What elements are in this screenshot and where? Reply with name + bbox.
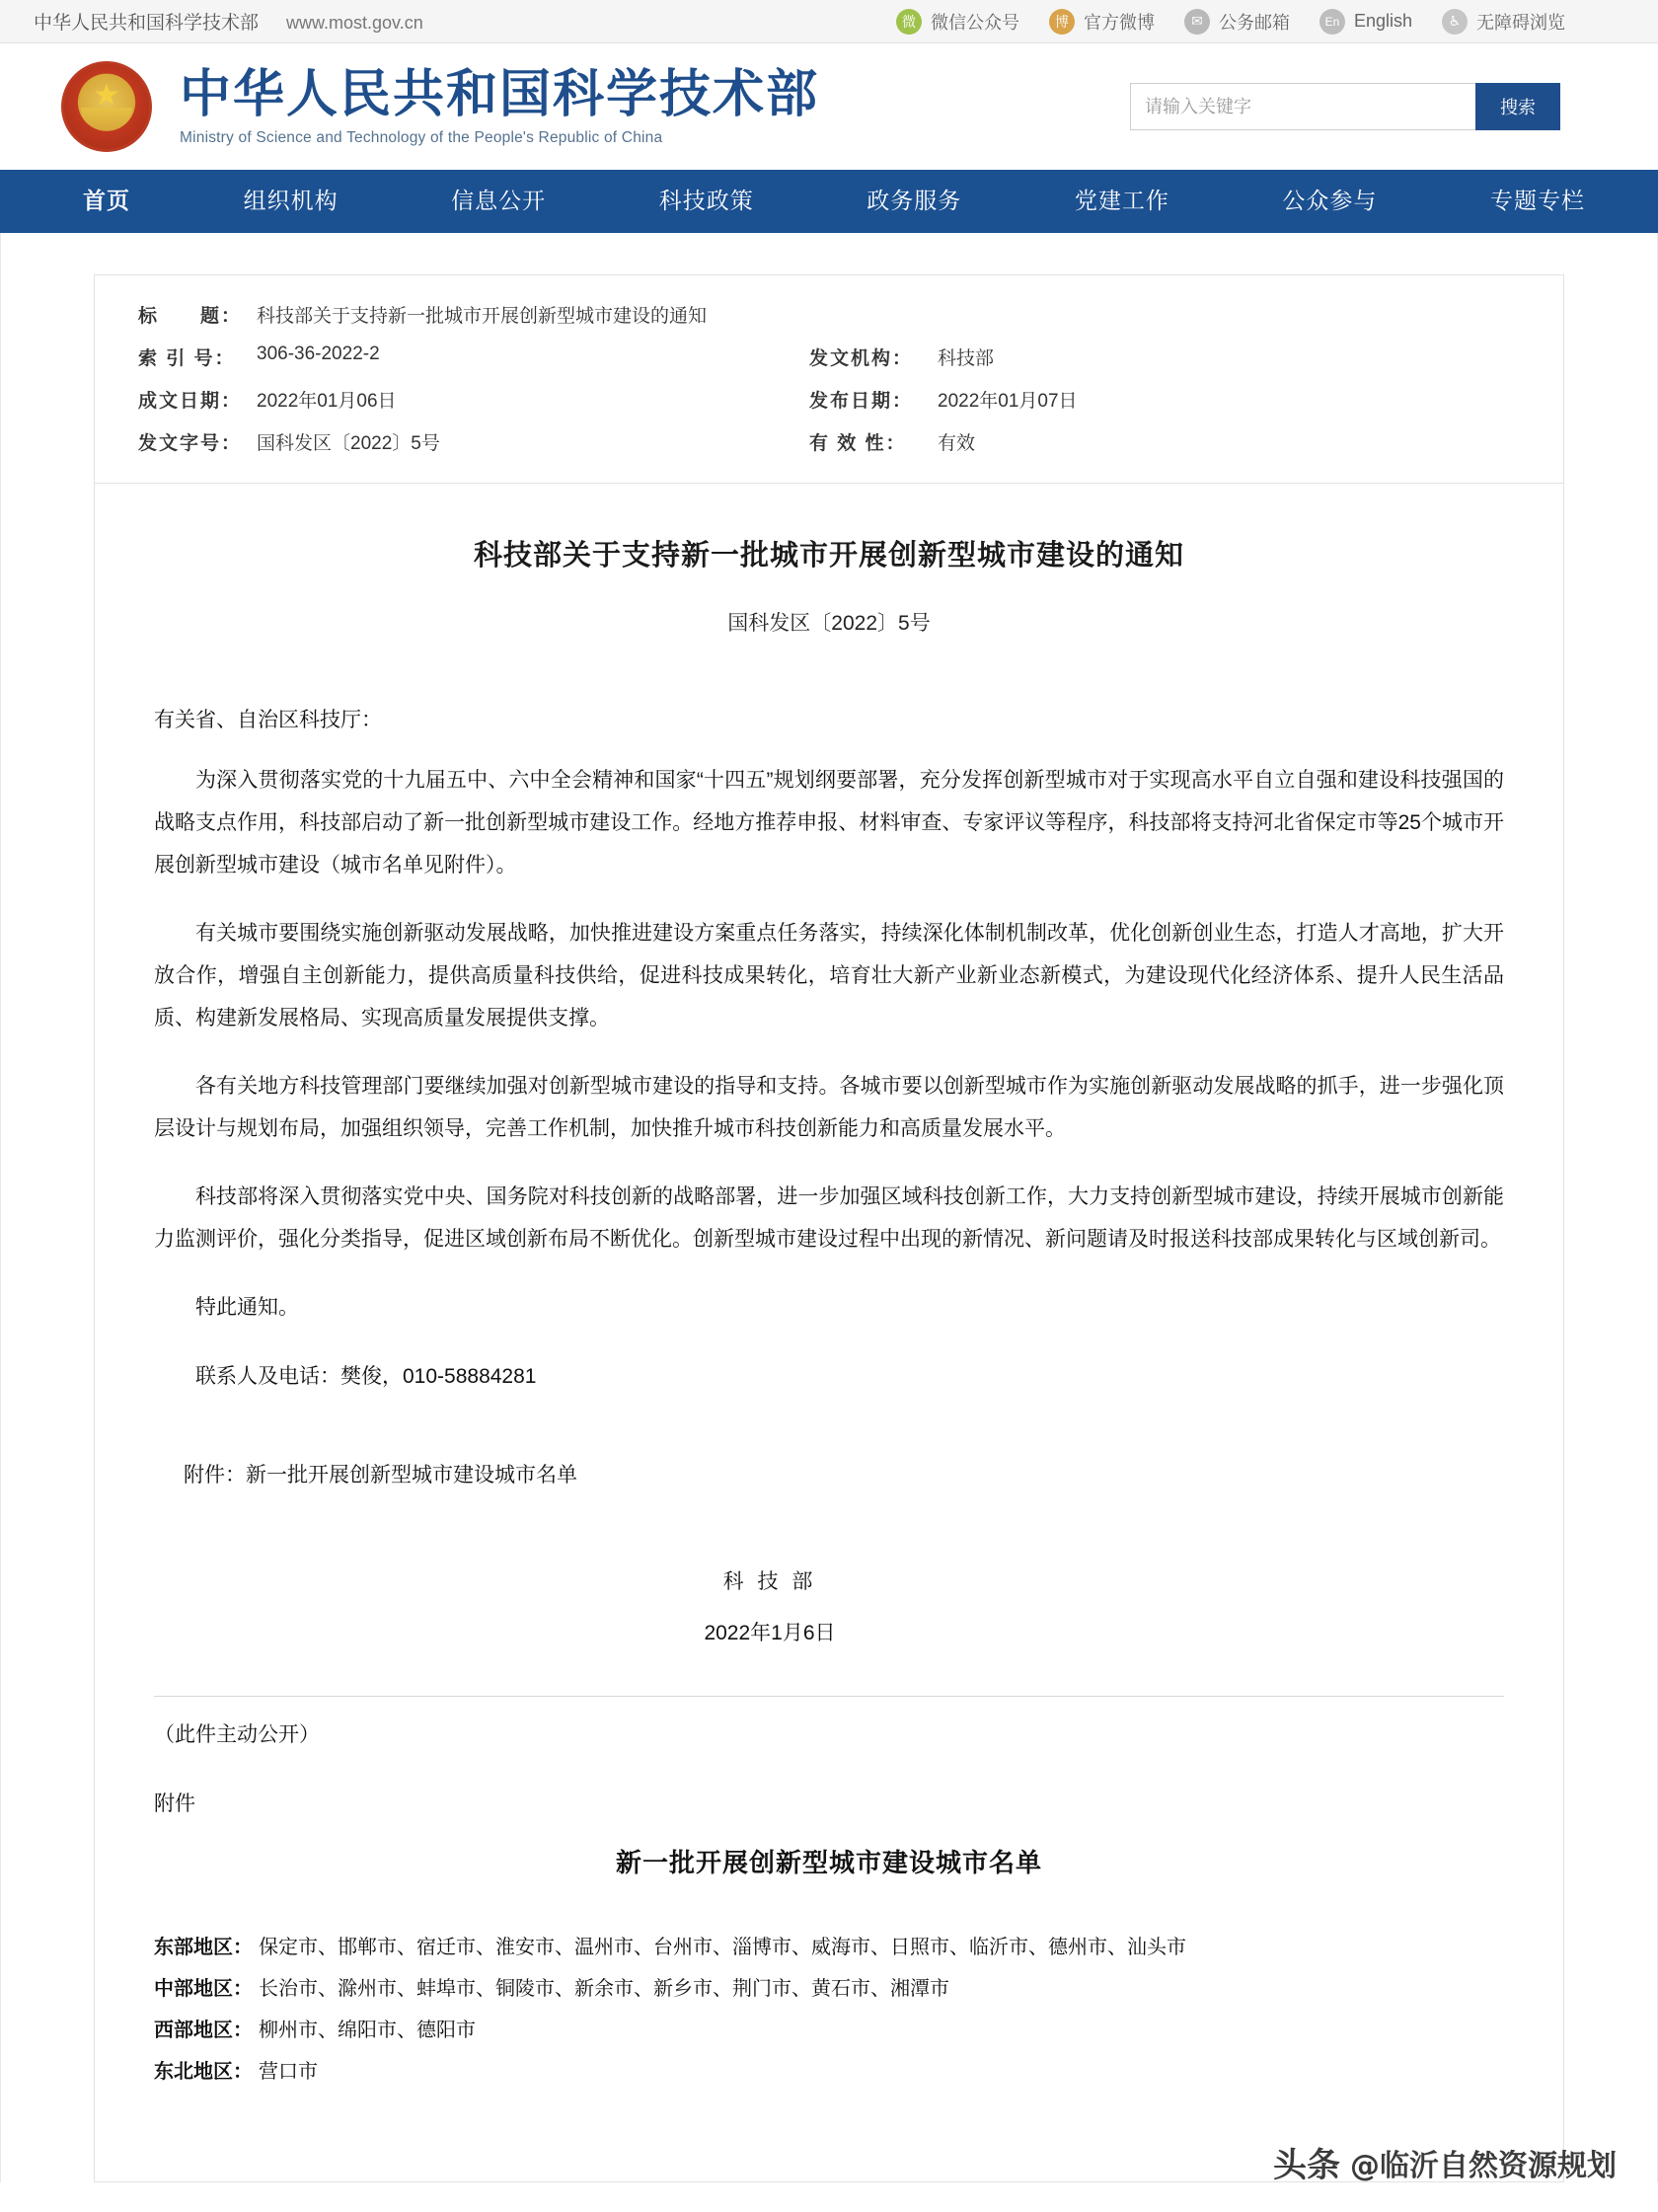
attachment-reference: 附件：新一批开展创新型城市建设城市名单 (184, 1463, 577, 1487)
meta-label-publish-date: 发布日期： (809, 391, 914, 412)
top-link-wechat-label: 微信公众号 (930, 12, 1019, 33)
search-bar (1130, 83, 1560, 130)
main-navigation (0, 170, 1658, 233)
meta-label-index: 索 引 号： (138, 348, 236, 369)
meta-value-written-date: 2022年01月06日 (257, 391, 397, 412)
meta-value-title: 科技部关于支持新一批城市开展创新型城市建设的通知 (257, 306, 708, 327)
wechat-icon: 微 (896, 9, 922, 35)
meta-value-agency: 科技部 (938, 348, 995, 369)
attachment-title: 新一批开展创新型城市建设城市名单 (615, 1848, 1042, 1878)
meta-label-agency: 发文机构： (809, 348, 914, 369)
nav-item-organization[interactable]: 组织机构 (243, 189, 339, 214)
search-button[interactable]: 搜索 (1475, 83, 1560, 130)
top-link-english-label: English (1353, 11, 1412, 31)
city-list (154, 1927, 1504, 2152)
site-url[interactable]: www.most.gov.cn (286, 13, 423, 33)
watermark (1273, 2138, 1617, 2186)
list-item (154, 2051, 1504, 2093)
signer: 科 技 部 (722, 1569, 817, 1593)
paragraph-1: 为深入贯彻落实党的十九届五中、六中全会精神和国家“十四五”规划纲要部署，充分发挥创新型城市对于实现高水平自立自强和建设科技强国的战略支点作用，科技部启动了新一批创新型城市建设工作。经地方推荐申报、材料审查、专家评议等程序，科技部将支持河北省保定市等25个城市开展创新型城市建设（城市名单见附件）。 (154, 769, 1504, 877)
paragraph-closing: 特此通知。 (195, 1296, 299, 1320)
top-link-mail-label: 公务邮箱 (1218, 12, 1290, 33)
region-cities-west: 柳州市、绵阳市、德阳市 (259, 2019, 476, 2041)
accessibility-icon: ♿ (1442, 9, 1468, 35)
top-link-wechat[interactable] (896, 9, 1019, 35)
page-body (0, 233, 1658, 2182)
nav-item-government-services[interactable]: 政务服务 (867, 189, 962, 214)
top-link-accessibility[interactable] (1442, 9, 1565, 35)
top-links (896, 9, 1624, 35)
weibo-icon: 博 (1049, 9, 1075, 35)
top-link-weibo-label: 官方微博 (1083, 12, 1155, 33)
meta-value-doc-number: 国科发区〔2022〕5号 (257, 433, 440, 454)
site-header (0, 43, 1658, 170)
salutation: 有关省、自治区科技厅： (154, 709, 382, 731)
region-name-west: 西部地区： (154, 2019, 253, 2041)
public-disclosure-note: （此件主动公开） (154, 1696, 1504, 1748)
watermark-brand: @临沂自然资源规划 (1350, 2148, 1617, 2183)
top-utility-bar (0, 0, 1658, 43)
paragraph-2: 有关城市要围绕实施创新驱动发展战略，加快推进建设方案重点任务落实，持续深化体制机制改革，优化创新创业生态，打造人才高地，扩大开放合作，增强自主创新能力，提供高质量科技供给，促进科技成果转化，培育壮大新产业新业态新模式，为建设现代化经济体系、提升人民生活品质、构建新发展格局、实现高质量发展提供支撑。 (154, 922, 1504, 1030)
nav-item-party-building[interactable]: 党建工作 (1074, 189, 1169, 214)
list-item (154, 2010, 1504, 2051)
top-link-weibo[interactable] (1049, 9, 1155, 35)
nav-item-science-policy[interactable]: 科技政策 (658, 189, 754, 214)
paragraph-3: 各有关地方科技管理部门要继续加强对创新型城市建设的指导和支持。各城市要以创新型城市作为实施创新驱动发展战略的抓手，进一步强化顶层设计与规划布局，加强组织领导，完善工作机制，加快推升城市科技创新能力和高质量发展水平。 (154, 1075, 1504, 1141)
site-title-cn: 中华人民共和国科学技术部 (180, 65, 820, 125)
nav-item-information-disclosure[interactable]: 信息公开 (451, 189, 547, 214)
region-cities-east: 保定市、邯郸市、宿迁市、淮安市、温州市、台州市、淄博市、威海市、日照市、临沂市、德州市、汕头市 (259, 1936, 1186, 1958)
paragraph-contact: 联系人及电话：樊俊，010-58884281 (195, 1364, 537, 1388)
national-emblem-icon (61, 61, 152, 152)
list-item (154, 1968, 1504, 2010)
meta-label-doc-number: 发文字号： (138, 433, 243, 454)
search-input[interactable] (1130, 83, 1475, 130)
top-link-accessibility-label: 无障碍浏览 (1476, 12, 1565, 33)
list-item (154, 1927, 1504, 1968)
region-name-east: 东部地区： (154, 1936, 253, 1958)
nav-item-public-participation[interactable]: 公众参与 (1282, 189, 1378, 214)
document-article (94, 484, 1564, 2182)
attachment-heading: 附件 (154, 1792, 195, 1815)
nav-item-home[interactable]: 首页 (83, 189, 130, 214)
meta-value-index: 306-36-2022-2 (257, 343, 380, 364)
meta-label-title: 标 题： (138, 306, 243, 327)
top-link-mail[interactable] (1184, 9, 1290, 35)
mail-icon: ✉ (1184, 9, 1210, 35)
meta-value-publish-date: 2022年01月07日 (938, 391, 1078, 412)
document-meta-table (94, 274, 1564, 484)
region-cities-northeast: 营口市 (259, 2060, 318, 2083)
site-title-en: Ministry of Science and Technology of the People's Republic of China (180, 128, 663, 146)
site-name: 中华人民共和国科学技术部 (34, 13, 260, 34)
watermark-prefix: 头条 (1273, 2146, 1340, 2185)
nav-item-special-topics[interactable]: 专题专栏 (1489, 189, 1585, 214)
language-icon: En (1319, 9, 1345, 35)
meta-value-validity: 有效 (938, 433, 976, 454)
region-name-central: 中部地区： (154, 1977, 253, 2000)
paragraph-4: 科技部将深入贯彻落实党中央、国务院对科技创新的战略部署，进一步加强区域科技创新工作，大力支持创新型城市建设，持续开展城市创新能力监测评价，强化分类指导，促进区域创新布局不断优化。创新型城市建设过程中出现的新情况、新问题请及时报送科技部成果转化与区域创新司。 (154, 1185, 1504, 1252)
page-title: 科技部关于支持新一批城市开展创新型城市建设的通知 (473, 538, 1184, 572)
meta-label-validity: 有 效 性： (809, 433, 907, 454)
sign-date: 2022年1月6日 (704, 1621, 836, 1644)
top-link-english[interactable] (1319, 9, 1412, 35)
region-name-northeast: 东北地区： (154, 2060, 253, 2083)
meta-label-written-date: 成文日期： (138, 391, 243, 412)
region-cities-central: 长治市、滁州市、蚌埠市、铜陵市、新余市、新乡市、荆门市、黄石市、湘潭市 (259, 1977, 949, 2000)
site-title-block (180, 66, 819, 147)
document-number: 国科发区〔2022〕5号 (727, 612, 931, 635)
